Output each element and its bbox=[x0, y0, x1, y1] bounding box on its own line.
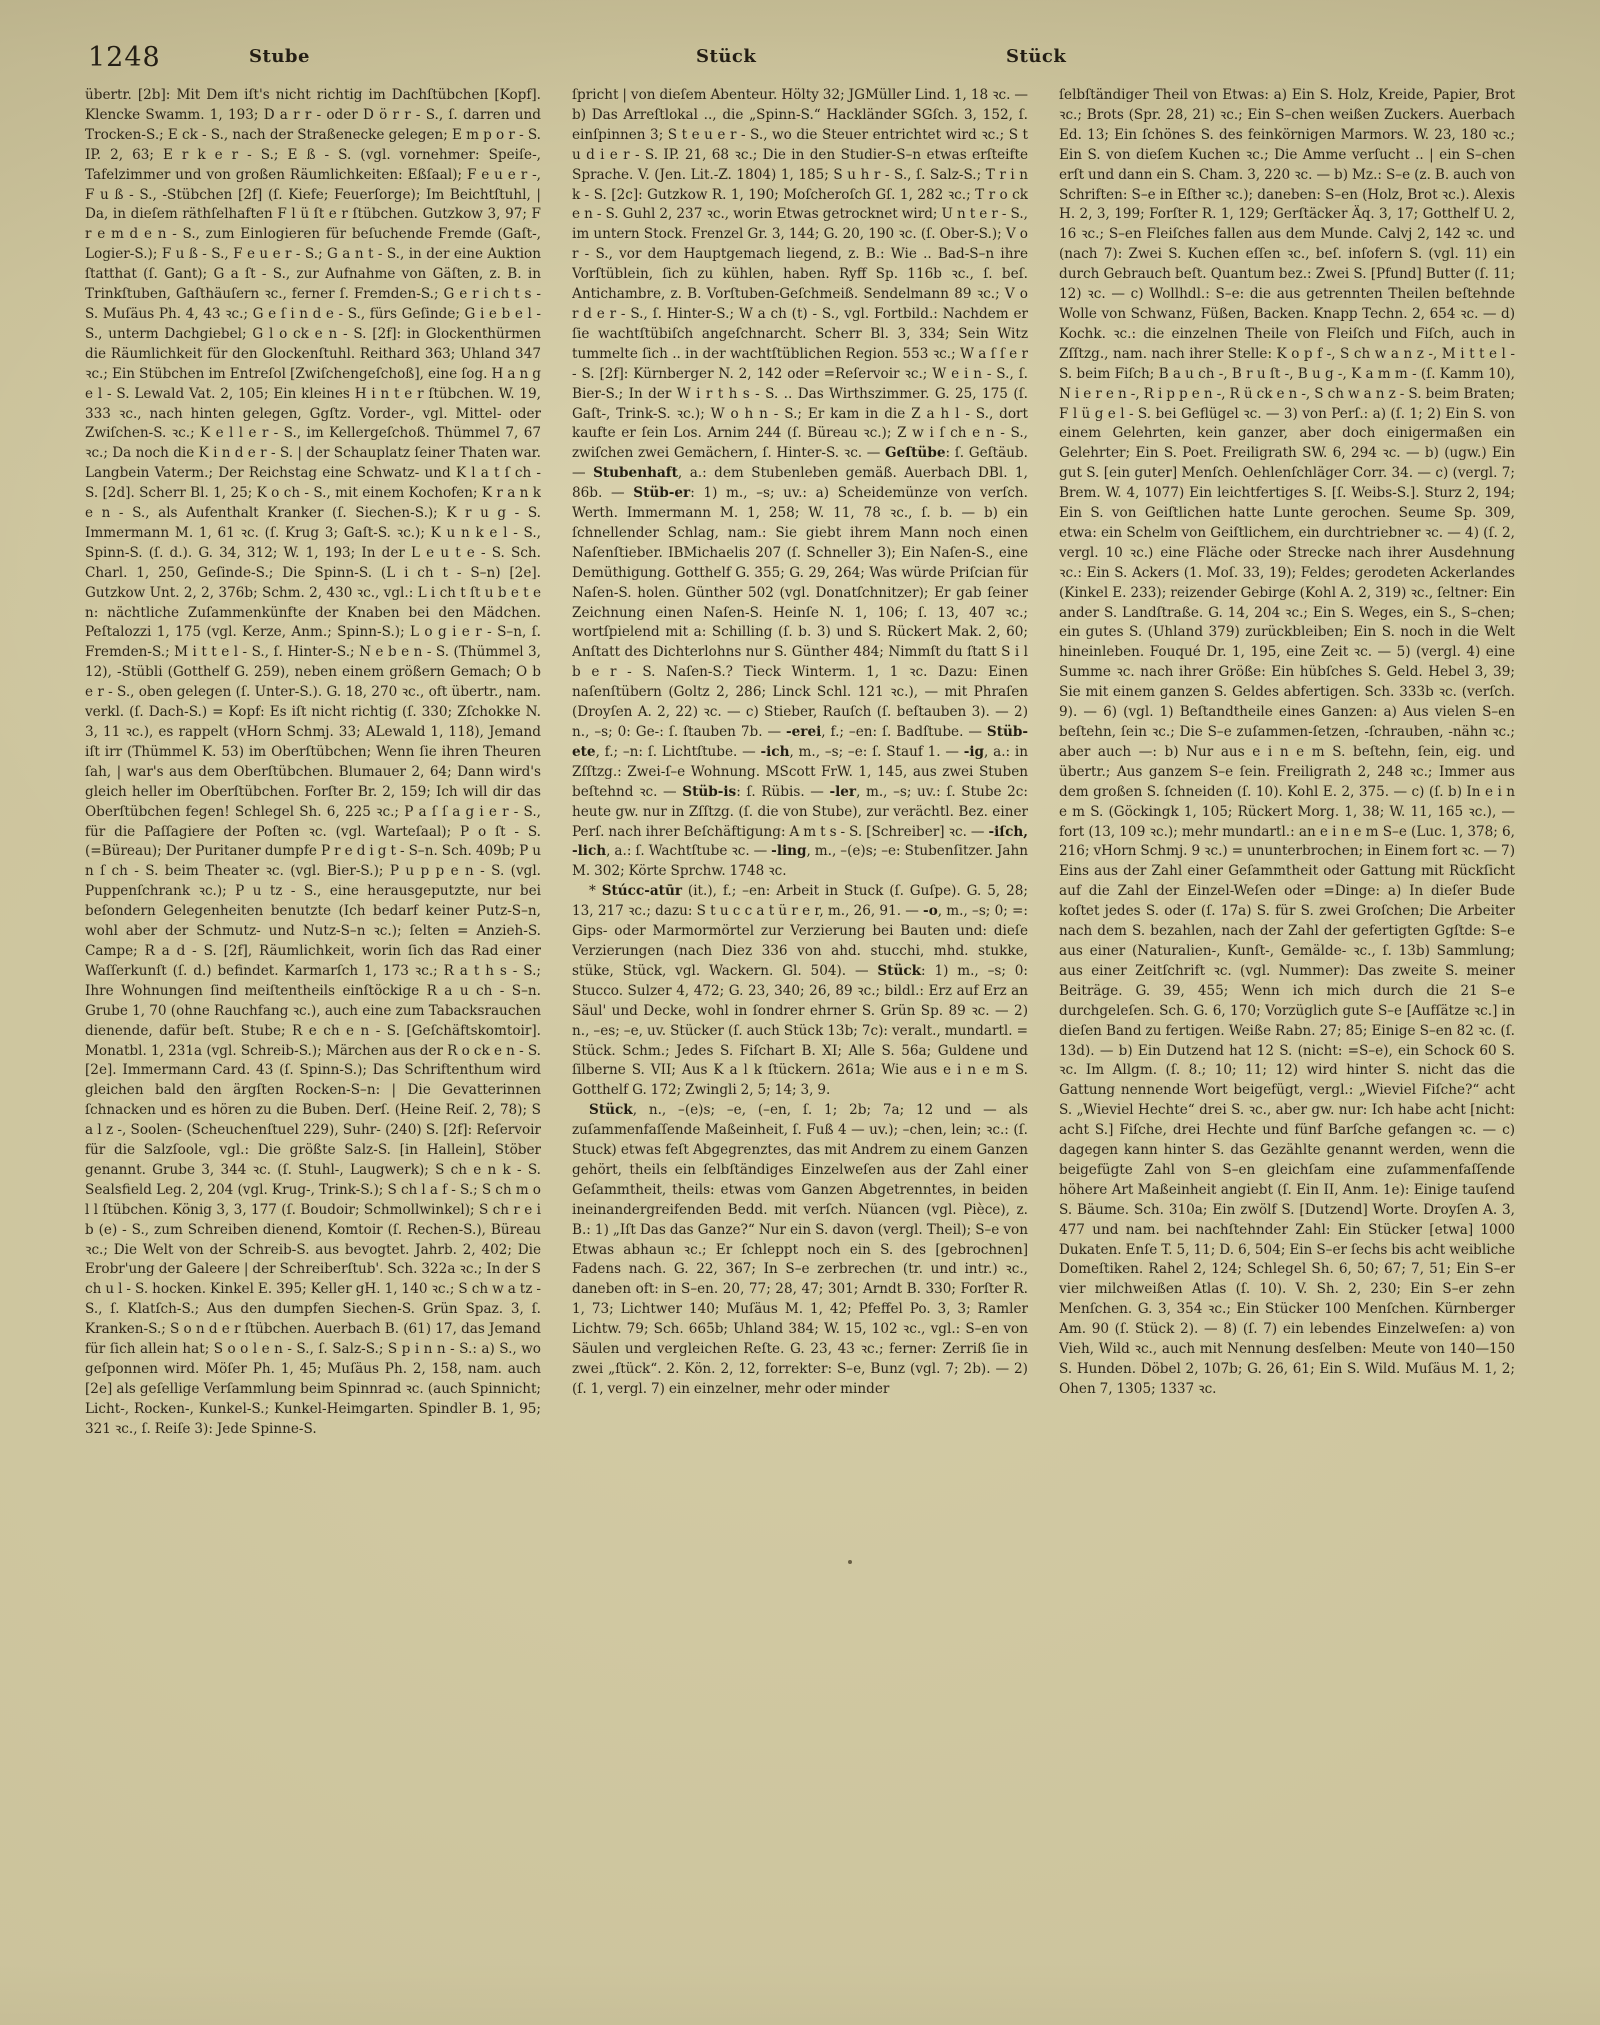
column-paragraph: Stück, n., –(e)s; –e, (–en, ſ. 1; 2b; 7a; 12 und — als zuſammenfaſſende Maßeinheit, ſ. Fuß 4 — uv.); –chen, lein; ꝛc.: (ſ. Stuck) etwas feſt Abgegrenztes, das mit Andrem zu einem Ganzen gehört, theils ein ſelbſtändiges Einzelweſen aus der Zahl einer Geſammtheit, theils: etwas vom Ganzen Abgetrenntes, in beiden ineinandergreifenden Bedd. mit verſch. Nüancen (vgl. Pièce), z. B.: 1) „Iſt Das das Ganze?“ Nur ein S. davon (vergl. Theil); S–e von Etwas abhaun ꝛc.; Er ſchleppt noch ein S. des [gebrochnen] Fadens nach. G. 22, 367; In S–e zerbrechen (tr. und intr.) ꝛc., daneben oft: in S–en. 20, 77; 28, 47; 301; Arndt B. 330; Forſter R. 1, 73; Lichtwer 140; Muſäus M. 1, 42; Pfeffel Po. 3, 3; Ramler Lichtw. 79; Sch. 665b; Uhland 384; W. 15, 102 ꝛc., vgl.: S–en von Säulen und vergleichen Reſte. G. 23, 43 ꝛc.; ferner: Zerriß ſie in zwei „ſtück“. 2. Kön. 2, 12, forrekter: S–e, Bunz (vgl. 7; 2b). — 2) (ſ. 1, vergl. 7) ein einzelner, mehr oder minder bbox=[572, 1102, 1028, 1397]
entry-headword: Stück bbox=[589, 1102, 633, 1119]
entry-headword: -ler bbox=[829, 783, 857, 800]
entry-headword: -ling bbox=[771, 843, 807, 860]
running-head-column-1: Stube bbox=[249, 46, 310, 67]
column-paragraph: ſpricht | von dieſem Abenteur. Hölty 32; JGMüller Lind. 1, 18 ꝛc. — b) Das Arreſtlokal .., die „Spinn-S.“ Hackländer SGſch. 3, 152, ſ. einſpinnen 3; S t e u e r - S., wo die Steuer entrichtet wird ꝛc.; S t u d i e r - S. IP. 21, 68 ꝛc.; Die in den Studier-S–n etwas erſteifte Sprache. V. (Jen. Lit.-Z. 1804) 1, 185; S u h r - S., ſ. Salz-S.; T r i n k - S. [2c]: Gutzkow R. 1, 190; Moſcheroſch Gſ. 1, 282 ꝛc.; T r o ck e n - S. Guhl 2, 237 ꝛc., worin Etwas getrocknet wird; U n t e r - S., im untern Stock. Frenzel Gr. 3, 144; G. 20, 190 ꝛc. (ſ. Ober-S.); V o r - S., vor dem Hauptgemach liegend, z. B.: Wie .. Bad-S–n ihre Vorſtüblein, ſich zu kühlen, haben. Ryff Sp. 116b ꝛc., ſ. beſ. Antichambre, z. B. Vorſtuben-Geſchmeiß. Sendelmann 89 ꝛc.; V o r d e r - S., ſ. Hinter-S.; W a ch (t) - S., vgl. Fortbild.: Nachdem er ſie wachtſtübiſch angeſchnarcht. Scherr Bl. 3, 334; Sein Witz tummelte ſich .. in der wachtſtüblichen Region. 553 ꝛc.; W a ſ ſ e r - S. [2f]: Kürnberger N. 2, 142 oder =Reſervoir ꝛc.; W e i n - S., ſ. Bier-S.; In der W i r t h s - S. .. Das Wirthszimmer. G. 25, 175 (ſ. Gaſt-, Trink-S. ꝛc.); W o h n - S.; Er kam in die Z a h l - S., dort kaufte er ſein Los. Arnim 244 (ſ. Büreau ꝛc.); Z w i ſ ch e n - S., zwiſchen zwei Gemächern, ſ. Hinter-S. ꝛc. — Geſtübe: ſ. Geſtäub. — Stubenhaft, a.: dem Stubenleben gemäß. Auerbach DBl. 1, 86b. — Stüb-er: 1) m., –s; uv.: a) Scheidemünze von verſch. Werth. Immermann M. 1, 258; W. 11, 78 ꝛc., ſ. b. — b) ein ſchnellender Schlag, nam.: Sie giebt ihrem Mann noch einen Naſenſtieber. IBMichaelis 207 (ſ. Schneller 3); Ein Naſen-S., eine Demüthigung. Gotthelf G. 355; G. 29, 264; Was würde Priſcian für Naſen-S. holen. Günther 502 (vgl. Donatſchnitzer); Er gab ſeiner Zeichnung einen Naſen-S. Heinſe N. 1, 106; ſ. 13, 407 ꝛc.; wortſpielend mit a: Schilling (ſ. b. 3) und S. Rückert Mak. 2, 60; Anſtatt des Dichterlohns nur S. Günther 484; Nimmſt du ſtatt S i l b e r - S. Naſen-S.? Tieck Winterm. 1, 1 ꝛc. Dazu: Einen naſenſtübern (Goltz 2, 286; Linck Schl. 121 ꝛc.), — mit Phraſen (Droyſen A. 2, 22) ꝛc. — c) Stieber, Rauſch (ſ. beſtauben 3). — 2) n., –s; 0: Ge-: ſ. ſtauben 7b. — -erei, f.; –en: ſ. Badſtube. — Stüb-ete, f.; –n: ſ. Lichtſtube. — -ich, m., –s; –e: ſ. Stauf 1. — -ig, a.: in Zſſtzg.: Zwei-ſ–e Wohnung. MScott FrW. 1, 145, aus zwei Stuben beſtehnd ꝛc. — Stüb-is: ſ. Rübis. — -ler, m., –s; uv.: ſ. Stube 2c: heute gw. nur in Zſſtzg. (ſ. die von Stube), zur verächtl. Bez. einer Perſ. nach ihrer Beſchäftigung: A m t s - S. [Schreiber] ꝛc. — -iſch, -lich, a.: ſ. Wachtſtube ꝛc. — -ling, m., –(e)s; –e: Stubenſitzer. Jahn M. 302; Körte Sprchw. 1748 ꝛc. bbox=[572, 87, 1028, 880]
text-column-3 bbox=[1059, 86, 1515, 1496]
text-column-2 bbox=[572, 86, 1028, 1496]
running-head-column-3: Stück bbox=[1006, 46, 1067, 67]
page-number: 1248 bbox=[88, 42, 161, 73]
ink-speck bbox=[848, 1560, 852, 1564]
column-paragraph: übertr. [2b]: Mit Dem iſt's nicht richtig im Dachſtübchen [Kopf]. Klencke Swamm. 1, 193; D a r r - oder D ö r r - S., ſ. darren und Trocken-S.; E ck - S., nach der Straßenecke gelegen; E m p o r - S. IP. 2, 63; E r k e r - S.; E ß - S. (vgl. vornehmer: Speiſe-, Tafelzimmer und von großen Räumlichkeiten: Eßſaal); F e u e r -, F u ß - S., -Stübchen [2f] (ſ. Kiefe; Feuerſorge); Im Beichtſtuhl, | Da, in dieſem räthſelhaften F l ü ſt e r ſtübchen. Gutzkow 3, 97; F r e m d e n - S., zum Einlogieren für beſuchende Fremde (Gaſt-, Logier-S.); F u ß - S., F e u e r - S.; G a n t - S., in der eine Auktion ſtatthat (ſ. Gant); G a ſt - S., zur Aufnahme von Gäſten, z. B. in Trinkſtuben, Gaſthäuſern ꝛc., ferner ſ. Fremden-S.; G e r i ch t s - S. Muſäus Ph. 4, 43 ꝛc.; G e ſ i n d e - S., fürs Geſinde; G i e b e l - S., unterm Dachgiebel; G l o ck e n - S. [2f]: in Glockenthürmen die Räumlichkeit für den Glockenſtuhl. Reithard 363; Uhland 347 ꝛc.; Ein Stübchen im Entreſol [Zwiſchengeſchoß], eine ſog. H a n g e l - S. Lewald Vat. 2, 105; Ein kleines H i n t e r ſtübchen. W. 19, 333 ꝛc., nach hinten gelegen, Ggſtz. Vorder-, vgl. Mittel- oder Zwiſchen-S. ꝛc.; K e l l e r - S., im Kellergeſchoß. Thümmel 7, 67 ꝛc.; Da noch die K i n d e r - S. | der Schauplatz ſeiner Thaten war. Langbein Vaterm.; Der Reichstag eine Schwatz- und K l a t ſ ch - S. [2d]. Scherr Bl. 1, 25; K o ch - S., mit einem Kochofen; K r a n k e n - S., als Aufenthalt Kranker (ſ. Siechen-S.); K r u g - S. Immermann M. 1, 61 ꝛc. (ſ. Krug 3; Gaſt-S. ꝛc.); K u n k e l - S., Spinn-S. (ſ. d.). G. 34, 312; W. 1, 193; In der L e u t e - S. Sch. Charl. 1, 250, Geſinde-S.; Die Spinn-S. (L i ch t - S–n) [2e]. Gutzkow Unt. 2, 2, 376b; Schm. 2, 430 ꝛc., vgl.: L i ch t ſt u b e t e n: nächtliche Zuſammenkünfte der Knaben bei den Mädchen. Peſtalozzi 1, 175 (vgl. Kerze, Anm.; Spinn-S.); L o g i e r - S–n, ſ. Fremden-S.; M i t t e l - S., ſ. Hinter-S.; N e b e n - S. (Thümmel 3, 12), -Stübli (Gotthelf G. 259), neben einem größern Gemach; O b e r - S., oben gelegen (ſ. Unter-S.). G. 18, 270 ꝛc., oft übertr., nam. verkl. (ſ. Dach-S.) = Kopf: Es iſt nicht richtig (ſ. 330; Zſchokke N. 3, 11 ꝛc.), es rappelt (vHorn Schmj. 33; ALewald 1, 118), Jemand iſt irr (Thümmel K. 53) im Oberſtübchen; Wenn ſie ihren Theuren ſah, | war's aus dem Oberſtübchen. Blumauer 2, 64; Dann wird's gleich heller im Oberſtübchen. Forſter Br. 2, 159; Ich will dir das Oberſtübchen fegen! Schlegel Sh. 6, 225 ꝛc.; P a ſ ſ a g i e r - S., für die Paſſagiere der Poſten ꝛc. (vgl. Warteſaal); P o ſt - S. (=Büreau); Der Puritaner dumpfe P r e d i g t - S–n. Sch. 409b; P u n ſ ch - S. beim Theater ꝛc. (vgl. Bier-S.); P u p p e n - S. (vgl. Puppenſchrank ꝛc.); P u tz - S., eine herausgeputzte, nur bei beſondern Gelegenheiten benutzte (Ich bedarf keiner Putz-S–n, wohl aber der Schmutz- und Nutz-S–n ꝛc.); ſelten = Anzieh-S. Campe; R a d - S. [2f], Räumlichkeit, worin ſich das Rad einer Waſſerkunſt (ſ. d.) befindet. Karmarſch 1, 173 ꝛc.; R a t h s - S.; Ihre Wohnungen ſind meiſtentheils einſtöckige R a u ch - S–n. Grube 1, 70 (ohne Rauchfang ꝛc.), auch eine zum Tabacksrauchen dienende, dafür beſt. Stube; R e ch e n - S. [Geſchäftskomtoir]. Monatbl. 1, 231a (vgl. Schreib-S.); Märchen aus der R o ck e n - S. [2e]. Immermann Card. 43 (ſ. Spinn-S.); Das Schriftenthum wird gleichen bald den ärgſten Rocken-S–n: | Die Gevatterinnen ſchnacken und es hören zu die Buben. Derſ. (Heine Reiſ. 2, 78); S a l z -, Soolen- (Scheuchenſtuel 229), Suhr- (240) S. [2f]: Reſervoir für die Salzſoole, vgl.: Die größte Salz-S. [in Hallein], Stöber genannt. Grube 3, 344 ꝛc. (ſ. Stuhl-, Laugwerk); S ch e n k - S. Sealsfield Leg. 2, 204 (vgl. Krug-, Trink-S.); S ch l a f - S.; S ch m o l l ſtübchen. König 3, 3, 177 (ſ. Boudoir; Schmollwinkel); S ch r e i b (e) - S., zum Schreiben dienend, Komtoir (ſ. Rechen-S.), Büreau ꝛc.; Die Welt von der Schreib-S. aus bevogtet. Jahrb. 2, 402; Die Erobr'ung der Galeere | der Schreiberſtub'. Sch. 322a ꝛc.; In der S ch u l - S. hocken. Kinkel E. 395; Keller gH. 1, 140 ꝛc.; S ch w a tz - S., ſ. Klatſch-S.; Aus den dumpfen Siechen-S. Grün Spaz. 3, ſ. Kranken-S.; S o n d e r ſtübchen. Auerbach B. (61) 17, das Jemand für ſich allein hat; S o o l e n - S., ſ. Salz-S.; S p i n n - S.: a) S., wo geſponnen wird. Möſer Ph. 1, 45; Muſäus Ph. 2, 158, nam. auch [2e] als geſellige Verſammlung beim Spinnrad ꝛc. (auch Spinnicht; Licht-, Rocken-, Kunkel-S.; Kunkel-Heimgarten. Spindler B. 1, 95; 321 ꝛc., ſ. Reiſe 3): Jede Spinne-S. bbox=[85, 87, 541, 1437]
entry-headword: Stúcc-atūr bbox=[601, 883, 682, 900]
entry-headword: Stüb-ete bbox=[572, 724, 1028, 760]
text-columns bbox=[85, 86, 1515, 1496]
entry-headword: -o bbox=[923, 903, 938, 920]
entry-headword: Geſtübe bbox=[885, 445, 946, 462]
entry-headword: -ich bbox=[760, 743, 790, 760]
entry-headword: Stüb-is bbox=[682, 783, 737, 800]
entry-headword: Stück bbox=[877, 962, 922, 979]
entry-headword: -erei bbox=[786, 724, 822, 740]
entry-headword: -ig bbox=[963, 743, 985, 760]
running-head-column-2: Stück bbox=[696, 46, 757, 67]
entry-headword: Stüb-er bbox=[633, 485, 691, 502]
entry-headword: -iſch, -lich bbox=[572, 823, 1028, 860]
text-column-1 bbox=[85, 86, 541, 1496]
column-paragraph: ſelbſtändiger Theil von Etwas: a) Ein S. Holz, Kreide, Papier, Brot ꝛc.; Brots (Spr. 28, 21) ꝛc.; Ein S–chen weißen Zuckers. Auerbach Ed. 13; Ein ſchönes S. des feinkörnigen Marmors. W. 23, 180 ꝛc.; Ein S. von dieſem Kuchen ꝛc.; Die Amme verſucht .. | ein S–chen erſt und dann ein S. Cham. 3, 220 ꝛc. — b) Mz.: S–e (z. B. auch von Schriften: S–e in Eſther ꝛc.); daneben: S–en (Holz, Brot ꝛc.). Alexis H. 2, 3, 199; Forſter R. 1, 129; Gerſtäcker Äq. 3, 17; Gotthelf U. 2, 16 ꝛc.; S–en Fleiſches fallen aus dem Munde. Calvj 2, 142 ꝛc. und (nach 7): Zwei S. Kuchen eſſen ꝛc., beſ. inſofern S. (vgl. 11) ein durch Gebrauch beſt. Quantum bez.: Zwei S. [Pfund] Butter (ſ. 11; 12) ꝛc. — c) Wollhdl.: S–e: die aus getrennten Theilen beſtehnde Wolle von Schwanz, Füßen, Backen. Knapp Techn. 2, 654 ꝛc. — d) Kochk. ꝛc.: die einzelnen Theile von Fleiſch und Fiſch, auch in Zſſtzg., nam. nach ihrer Stelle: K o p f -, S ch w a n z -, M i t t e l - S. beim Fiſch; B a u ch -, B r u ſt -, B u g -, K a m m - (ſ. Kamm 10), N i e r e n -, R i p p e n -, R ü ck e n -, S ch w a n z - S. beim Braten; F l ü g e l - S. bei Geflügel ꝛc. — 3) von Perſ.: a) (ſ. 1; 2) Ein S. von einem Gelehrten, kein ganzer, aber doch einigermaßen ein Gelehrter; Ein S. Poet. Freiligrath SW. 6, 294 ꝛc. — b) (ugw.) Ein gut S. [ein guter] Menſch. Oehlenſchläger Corr. 34. — c) (vergl. 7; Brem. W. 4, 1077) Ein leichtfertiges S. [ſ. Weibs-S.]. Sturz 2, 194; Ein S. von Geiſtlichen hatte Lunte gerochen. Seume Sp. 309, etwa: ein Schelm von Geiſtlichem, ein durchtriebner ꝛc. — 4) (ſ. 2, vergl. 10 ꝛc.) eine Fläche oder Strecke nach ihrer Ausdehnung ꝛc.: Ein S. Ackers (1. Moſ. 33, 19); Feldes; gerodeten Ackerlandes (Kinkel E. 233); reizender Gebirge (Kohl A. 2, 319) ꝛc., ſeltner: Ein ander S. Landſtraße. G. 14, 204 ꝛc.; Ein S. Weges, ein S., S–chen; ein gutes S. (Uhland 379) zurückbleiben; Ein S. noch in die Welt hineinleben. Fouqué Dr. 1, 195, eine Zeit ꝛc. — 5) (vergl. 4) eine Summe ꝛc. nach ihrer Größe: Ein hübſches S. Geld. Hebel 3, 39; Sie mit einem ganzen S. Geldes abfertigen. Sch. 333b ꝛc. (verſch. 9). — 6) (vgl. 1) Beſtandtheile eines Ganzen: a) Aus vielen S–en beſtehn, ſein ꝛc.; Die S–e zuſammen-ſetzen, -ſchrauben, -nähn ꝛc.; aber auch —: b) Nur aus e i n e m S. beſtehn, ſein, eig. und übertr.; Aus ganzem S–e ſein. Freiligrath 2, 248 ꝛc.; Immer aus dem großen S. ſchneiden (ſ. 10). Kohl E. 2, 375. — c) (ſ. b) In e i n e m S. (Göckingk 1, 105; Rückert Morg. 1, 38; W. 11, 165 ꝛc.), — fort (13, 109 ꝛc.); mehr mundartl.: an e i n e m S–e (Luc. 1, 378; 6, 216; vHorn Schmj. 9 ꝛc.) = ununterbrochen; in Einem fort ꝛc. — 7) Eins aus der Zahl einer Geſammtheit oder Gattung mit Rückſicht auf die Zahl der Einzel-Weſen oder =Dinge: a) In dieſer Bude koſtet jedes S. oder (ſ. 17a) S. für S. zwei Groſchen; Die Arbeiter nach dem S. bezahlen, nach der Zahl der gefertigten Ggſtde: S–e aus einer (Naturalien-, Kunſt-, Gemälde- ꝛc., ſ. 13b) Sammlung; aus einer Zeitſchrift ꝛc. (vgl. Nummer): Das zweite S. meiner Beiträge. G. 39, 455; Wenn ich mich durch die 21 S–e durchgeleſen. Sch. G. 6, 170; Vorzüglich gute S–e [Aufſätze ꝛc.] in dieſen Band zu fertigen. Weiße Rabn. 27; 85; Einige S–en 82 ꝛc. (ſ. 13d). — b) Ein Dutzend hat 12 S. (nicht: =S–e), ein Schock 60 S. ꝛc. Im Allgm. (ſ. 8.; 10; 11; 12) wird hinter S. nicht das die Gattung nennende Wort beigefügt, vergl.: „Wieviel Fiſche?“ acht S. „Wieviel Hechte“ drei S. ꝛc., aber gw. nur: Ich habe acht [nicht: acht S.] Fiſche, drei Hechte und fünf Barſche gefangen ꝛc. — c) dagegen kann hinter S. das Gezählte genannt werden, wenn die beigefügte Zahl von S–en gleichſam eine zuſammenfaſſende höhere Art Maßeinheit angiebt (ſ. Ein II, Anm. 1e): Einige tauſend S. Bäume. Sch. 310a; Ein zwölf S. [Dutzend] Worte. Droyſen A. 3, 477 und nam. bei nachſtehnder Zahl: Ein Stücker [etwa] 1000 Dukaten. Enſe T. 5, 11; D. 6, 504; Ein S–er ſechs bis acht weibliche Domeſtiken. Rahel 2, 124; Schlegel Sh. 6, 50; 67; 7, 51; Ein S–er vier milchweißen Atlas (ſ. 10). V. Sh. 2, 230; Ein S–er zehn Menſchen. G. 3, 354 ꝛc.; Ein Stücker 100 Menſchen. Kürnberger Am. 90 (ſ. Stück 2). — 8) (ſ. 7) ein lebendes Einzelweſen: a) von Vieh, Wild ꝛc., auch mit Nennung desſelben: Meute von 140—150 S. Hunden. Döbel 2, 107b; G. 26, 61; Ein S. Wild. Muſäus M. 1, 2; Ohen 7, 1305; 1337 ꝛc. bbox=[1059, 87, 1515, 1397]
column-paragraph: * Stúcc-atūr (it.), f.; –en: Arbeit in Stuck (ſ. Guſpe). G. 5, 28; 13, 217 ꝛc.; dazu: S t u c c a t ü r e r, m., 26, 91. — -o, m., –s; 0; =: Gips- oder Marmormörtel zur Verzierung bei Bauten und: dieſe Verzierungen (nach Diez 336 von ahd. stucchi, mhd. stukke, stüke, Stück, vgl. Wackern. Gl. 504). — Stück: 1) m., –s; 0: Stucco. Sulzer 4, 472; G. 23, 340; 26, 89 ꝛc.; bildl.: Erz auf Erz an Säul' und Decke, wohl in ſondrer ehrner S. Grün Sp. 89 ꝛc. — 2) n., –es; –e, uv. Stücker (ſ. auch Stück 13b; 7c): veralt., mundartl. = Stück. Schm.; Jedes S. Fiſchart B. XI; Alle S. 56a; Guldene und ſilberne S. VII; Aus K a l k ſtückern. 261a; Wie aus e i n e m S. Gotthelf G. 172; Zwingli 2, 5; 14; 3, 9. bbox=[572, 883, 1028, 1099]
entry-headword: Stubenhaft bbox=[593, 465, 678, 482]
